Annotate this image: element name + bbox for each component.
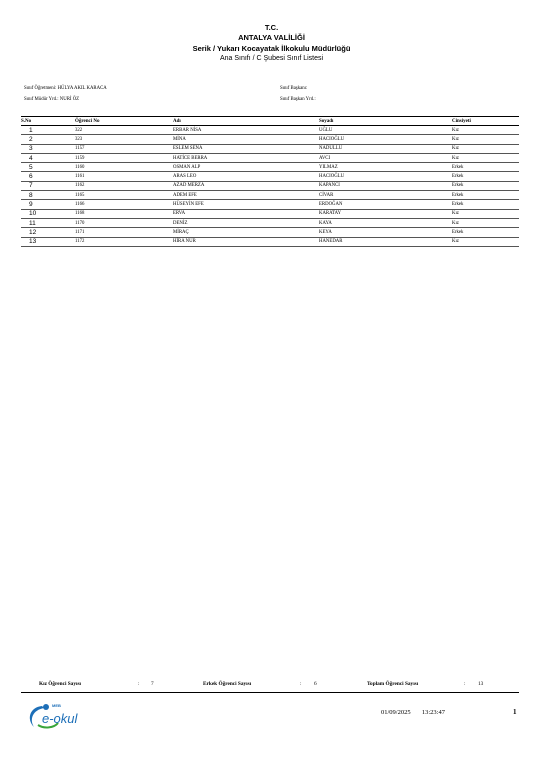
cell-sno: 4 (21, 153, 75, 162)
cell-first-name: HİRA NUR (173, 237, 319, 246)
cell-student-no: 1161 (75, 172, 173, 181)
cell-gender: Kız (452, 144, 519, 153)
girls-count-label: Kız Öğrenci Sayısı (39, 681, 81, 687)
header-gender: Cinsiyeti (452, 118, 471, 124)
table-row (21, 181, 519, 190)
cell-gender: Erkek (452, 163, 519, 172)
cell-sno: 10 (21, 209, 75, 218)
cell-last-name: AVCI (319, 153, 452, 162)
cell-first-name: ARAS LEO (173, 172, 319, 181)
total-count-separator: : (464, 681, 466, 687)
cell-first-name: HATİCE BERRA (173, 153, 319, 162)
logo-meb-text: MEB (52, 703, 61, 708)
cell-first-name: DENİZ (173, 218, 319, 227)
cell-last-name: NADULLU (319, 144, 452, 153)
table-row (21, 153, 519, 162)
cell-student-no: 322 (75, 126, 173, 135)
cell-sno: 8 (21, 191, 75, 200)
table-row (21, 200, 519, 209)
total-count-label: Toplam Öğrenci Sayısı (367, 681, 419, 687)
boys-count-value: 6 (314, 681, 317, 687)
footer-divider (21, 692, 519, 693)
cell-student-no: 1166 (75, 200, 173, 209)
cell-sno: 7 (21, 181, 75, 190)
cell-sno: 1 (21, 126, 75, 135)
cell-sno: 3 (21, 144, 75, 153)
page-number: 1 (513, 708, 517, 716)
table-row (21, 172, 519, 181)
table-row (21, 209, 519, 218)
logo-eokul-text: e-okul (42, 711, 78, 726)
cell-last-name: YILMAZ (319, 163, 452, 172)
header-school: Serik / Yukarı Kocayatak İlkokulu Müdürlüğü (192, 44, 351, 53)
cell-first-name: ADEM EFE (173, 191, 319, 200)
cell-first-name: OSMAN ALP (173, 163, 319, 172)
cell-first-name: ERVA (173, 209, 319, 218)
cell-last-name: KARATAY (319, 209, 452, 218)
cell-gender: Kız (452, 209, 519, 218)
table-row (21, 237, 519, 246)
cell-student-no: 1160 (75, 163, 173, 172)
cell-last-name: KAYA (319, 218, 452, 227)
print-time: 13:23:47 (421, 709, 445, 716)
cell-gender: Kız (452, 218, 519, 227)
cell-student-no: 1162 (75, 181, 173, 190)
cell-last-name: UĞLU (319, 126, 452, 135)
table-row (21, 135, 519, 144)
cell-gender: Erkek (452, 200, 519, 209)
total-count-value: 13 (478, 681, 484, 687)
cell-student-no: 1170 (75, 218, 173, 227)
cell-gender: Erkek (452, 228, 519, 237)
cell-last-name: KEYA (319, 228, 452, 237)
girls-count-value: 7 (151, 681, 154, 687)
table-header-row (21, 117, 519, 126)
cell-first-name: MİRAÇ (173, 228, 319, 237)
cell-sno: 2 (21, 135, 75, 144)
cell-first-name: AZAD MERZA (173, 181, 319, 190)
cell-first-name: ESLEM SENA (173, 144, 319, 153)
cell-last-name: KAPANCI (319, 181, 452, 190)
vice-principal: Sınıf Müdür Yrd.: NURİ ÖZ (24, 97, 80, 102)
cell-last-name: HACIOĞLU (319, 172, 452, 181)
cell-sno: 11 (21, 218, 75, 227)
cell-last-name: ERDOĞAN (319, 200, 452, 209)
table-row (21, 163, 519, 172)
cell-gender: Kız (452, 153, 519, 162)
header-governorship: ANTALYA VALİLİĞİ (238, 33, 305, 42)
table-row (21, 144, 519, 153)
class-teacher: Sınıf Öğretmeni: HÜLYA AKIL KARACA (24, 86, 107, 91)
print-date: 01/09/2025 (381, 709, 411, 716)
cell-sno: 5 (21, 163, 75, 172)
cell-first-name: HÜSEYİN EFE (173, 200, 319, 209)
cell-student-no: 1165 (75, 191, 173, 200)
header-sno: S.No (21, 118, 32, 124)
eokul-logo (24, 701, 96, 731)
table-row (21, 126, 519, 135)
cell-sno: 13 (21, 237, 75, 246)
cell-student-no: 1168 (75, 209, 173, 218)
cell-student-no: 1172 (75, 237, 173, 246)
table-row (21, 228, 519, 237)
cell-gender: Kız (452, 126, 519, 135)
cell-student-no: 1157 (75, 144, 173, 153)
header-first-name: Adı (173, 118, 181, 124)
cell-gender: Kız (452, 237, 519, 246)
cell-last-name: HANEDAR (319, 237, 452, 246)
header-tc: T.C. (264, 23, 279, 32)
cell-student-no: 323 (75, 135, 173, 144)
table-row (21, 218, 519, 227)
boys-count-separator: : (300, 681, 302, 687)
table-row (21, 191, 519, 200)
girls-count-separator: : (138, 681, 140, 687)
cell-gender: Erkek (452, 172, 519, 181)
header-list-title: Ana Sınıfı / C Şubesi Sınıf Listesi (219, 55, 324, 62)
cell-first-name: MİNA (173, 135, 319, 144)
cell-gender: Erkek (452, 181, 519, 190)
cell-first-name: ERBAR NİSA (173, 126, 319, 135)
class-vice-president: Sınıf Başkan Yrd.: (280, 97, 316, 102)
print-datetime (381, 709, 445, 716)
header-student-no: Öğrenci No (75, 118, 100, 124)
boys-count-label: Erkek Öğrenci Sayısı (203, 681, 252, 687)
cell-gender: Kız (452, 135, 519, 144)
student-list-table (21, 116, 519, 247)
cell-sno: 12 (21, 228, 75, 237)
cell-student-no: 1159 (75, 153, 173, 162)
class-president: Sınıf Başkanı: (280, 86, 308, 91)
cell-last-name: HACIOĞLU (319, 135, 452, 144)
cell-last-name: CİVAR (319, 191, 452, 200)
cell-sno: 6 (21, 172, 75, 181)
header-last-name: Soyadı (319, 118, 334, 124)
cell-student-no: 1171 (75, 228, 173, 237)
cell-sno: 9 (21, 200, 75, 209)
cell-gender: Erkek (452, 191, 519, 200)
